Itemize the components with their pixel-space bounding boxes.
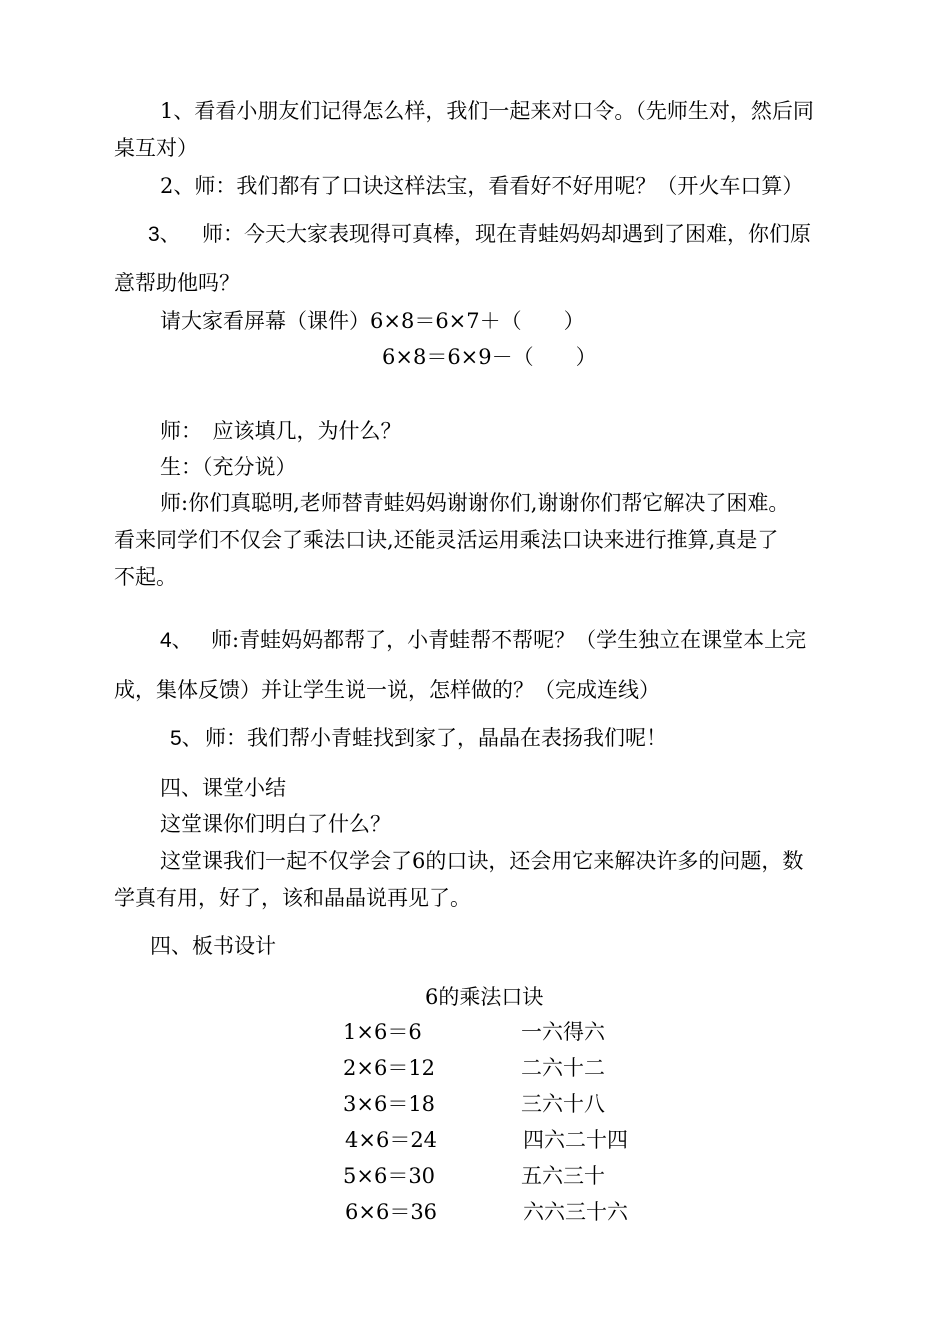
paragraph-7-line-3: 不起。 <box>114 565 177 589</box>
board-rhyme: 四六二十四 <box>523 1128 628 1152</box>
paragraph-8-line-1: 师:青蛙妈妈都帮了，小青蛙帮不帮呢？（学生独立在课堂本上完 <box>211 628 807 652</box>
summary-question: 这堂课你们明白了什么？ <box>160 812 391 836</box>
paragraph-1-line-1: 1、看看小朋友们记得怎么样，我们一起来对口令。（先师生对，然后同 <box>160 99 814 123</box>
paragraph-7-line-1: 师:你们真聪明,老师替青蛙妈妈谢谢你们,谢谢你们帮它解决了困难。 <box>160 491 790 515</box>
board-rhyme: 六六三十六 <box>523 1200 628 1224</box>
paragraph-8-number: 4、 <box>160 629 193 652</box>
paragraph-7-line-2: 看来同学们不仅会了乘法口诀,还能灵活运用乘法口诀来进行推算,真是了 <box>114 528 779 552</box>
paragraph-9: 师：我们帮小青蛙找到家了，晶晶在表扬我们呢！ <box>205 726 667 750</box>
board-equation: 3×6＝18 <box>343 1092 436 1116</box>
paragraph-9-number: 5、 <box>170 727 203 750</box>
section-heading-summary: 四、课堂小结 <box>160 776 286 800</box>
paragraph-2: 2、师：我们都有了口诀这样法宝，看看好不好用呢？（开火车口算） <box>160 174 804 198</box>
paragraph-3-line-2: 意帮助他吗？ <box>114 271 240 295</box>
paragraph-8-line-2: 成，集体反馈）并让学生说一说，怎样做的？（完成连线） <box>114 678 660 702</box>
board-equation: 4×6＝24 <box>345 1128 438 1152</box>
paragraph-3-number: 3、 <box>148 223 181 246</box>
board-title: 6的乘法口诀 <box>425 985 544 1009</box>
teacher-question: 师： 应该填几，为什么？ <box>160 419 402 443</box>
board-rhyme: 三六十八 <box>521 1092 605 1116</box>
board-rhyme: 五六三十 <box>521 1164 605 1188</box>
paragraph-3-line-1: 师：今天大家表现得可真棒，现在青蛙妈妈却遇到了困难，你们原 <box>202 222 811 246</box>
board-rhyme: 二六十二 <box>521 1056 605 1080</box>
board-equation: 2×6＝12 <box>343 1056 436 1080</box>
student-response: 生：（充分说） <box>160 455 297 479</box>
board-equation: 6×6＝36 <box>345 1200 438 1224</box>
summary-line-2: 学真有用，好了，该和晶晶说再见了。 <box>114 886 471 910</box>
board-equation: 1×6＝6 <box>343 1020 422 1044</box>
equation-line-2: 6×8＝6×9－（ ） <box>382 345 597 369</box>
paragraph-1-line-2: 桌互对） <box>114 136 198 160</box>
section-heading-board: 四、板书设计 <box>150 934 276 958</box>
summary-line-1: 这堂课我们一起不仅学会了6的口诀，还会用它来解决许多的问题，数 <box>160 849 804 873</box>
board-equation: 5×6＝30 <box>343 1164 436 1188</box>
board-rhyme: 一六得六 <box>521 1020 605 1044</box>
equation-line-1: 请大家看屏幕（课件）6×8＝6×7＋（ ） <box>160 309 585 333</box>
